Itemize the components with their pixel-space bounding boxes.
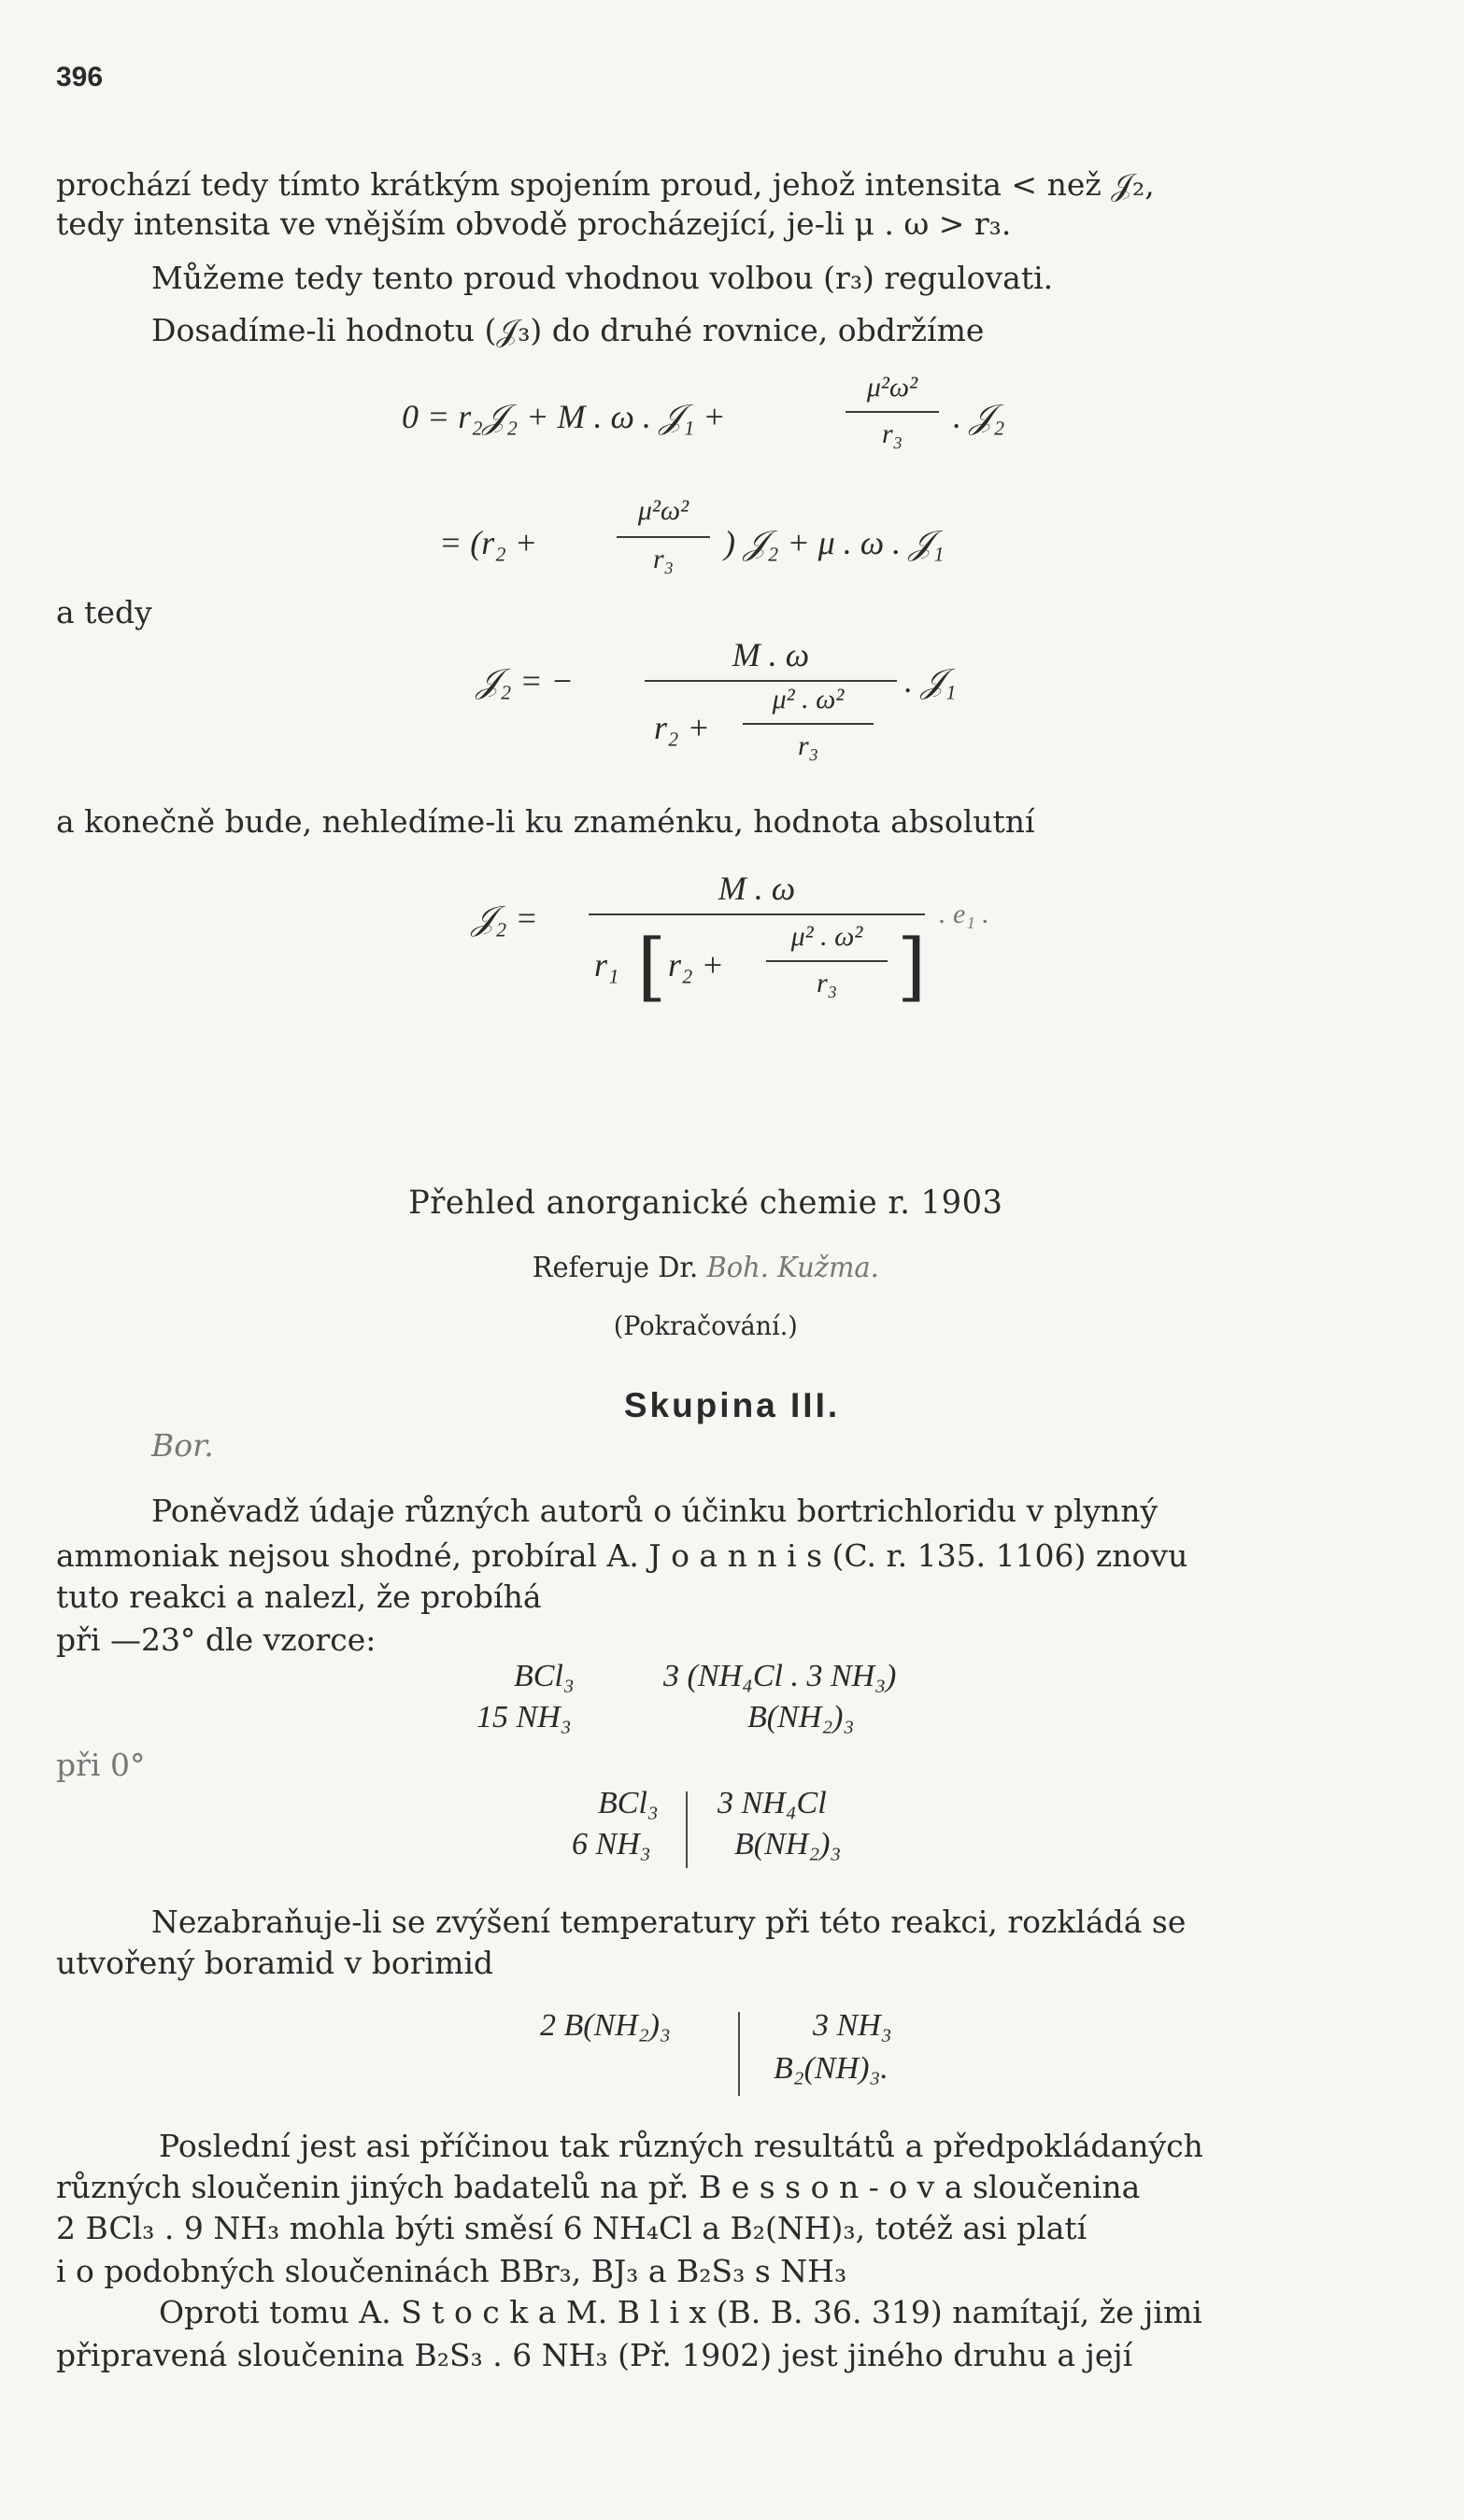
- eq4-lhs: 𝒥₂ =: [472, 899, 538, 937]
- eq3-tail: . 𝒥₁: [904, 662, 957, 700]
- element-heading: Bor.: [151, 1427, 214, 1464]
- eq1-lhs: 0 = r₂𝒥₂ + M . ω . 𝒥₁ +: [402, 398, 726, 435]
- para3-line-2: různých sloučenin jiných badatelů na př. B e s s o n - o v a sloučenina: [56, 2169, 1141, 2205]
- eq4-right-bracket: ]: [897, 923, 927, 1010]
- eq4-den-den: r₃: [816, 968, 838, 998]
- eq3-den-num: μ² . ω²: [772, 684, 845, 715]
- continuation-note: [0, 1306, 1412, 1347]
- intro-line-4: Dosadíme-li hodnotu (𝒥₃) do druhé rovnice, obdržíme: [151, 312, 985, 348]
- para3-line-3: 2 BCl₃ . 9 NH₃ mohla býti směsí 6 NH₄Cl a B₂(NH)₃, totéž asi platí: [56, 2210, 1087, 2246]
- eq3-den-den: r₃: [797, 730, 819, 761]
- eq1-frac-den: r₃: [881, 418, 903, 449]
- eq4-num: M . ω: [718, 870, 796, 907]
- para1-line-3: tuto reakci a nalezl, že probíhá: [56, 1579, 542, 1615]
- eq4-den-inner: r₂ +: [668, 946, 724, 984]
- eq1-frac-bar: [846, 411, 939, 413]
- para2-line-2: utvořený boramid v borimid: [56, 1945, 494, 1981]
- reaction3-divider: [738, 2012, 740, 2096]
- intro-line-1: prochází tedy tímto krátkým spojením proud, jehož intensita < než 𝒥₂,: [56, 166, 1155, 203]
- reaction2-l1: BCl₃: [598, 1786, 659, 1820]
- eq3-den-lead: r₂ +: [654, 709, 710, 746]
- eq4-den-lead: r₁: [594, 946, 619, 984]
- intro-line-3: Můžeme tedy tento proud vhodnou volbou (r₃) regulovati.: [151, 260, 1054, 296]
- eq1-frac-num: μ²ω²: [866, 372, 918, 403]
- reaction1-r1: 3 (NH₄Cl . 3 NH₃): [663, 1659, 897, 1693]
- reaction1-r2: B(NH₂)₃: [747, 1700, 855, 1734]
- section-title: [0, 1182, 1412, 1224]
- para3-line-4: i o podobných sloučeninách BBr₃, BJ₃ a B₂S₃ s NH₃: [56, 2253, 847, 2289]
- para1-line-1: Poněvadž údaje různých autorů o účinku bortrichloridu v plynný: [151, 1493, 1158, 1529]
- pri-0-label: při 0°: [56, 1747, 146, 1783]
- author-name: Boh. Kužma.: [706, 1252, 879, 1284]
- para1-line-2: ammoniak nejsou shodné, probíral A. J o a n n i s (C. r. 135. 1106) znovu: [56, 1537, 1188, 1574]
- eq2-tail: ) 𝒥₂ + μ . ω . 𝒥₁: [724, 524, 945, 561]
- eq2-lead: = (r₂ +: [439, 524, 538, 561]
- eq2-frac-num: μ²ω²: [637, 495, 689, 526]
- reaction1-l1: BCl₃: [514, 1659, 575, 1693]
- section-author: [0, 1248, 1412, 1289]
- reaction3-l1: 2 B(NH₂)₃: [540, 2008, 671, 2043]
- para3-line-5: Oproti tomu A. S t o c k a M. B l i x (B. B. 36. 319) namítají, že jimi: [159, 2294, 1202, 2330]
- eq3-frac-bar: [645, 680, 897, 682]
- eq2-frac-den: r₃: [652, 544, 675, 574]
- page-number: 396: [56, 62, 104, 92]
- intro-line-2: tedy intensita ve vnějším obvodě procházející, je-li μ . ω > r₃.: [56, 205, 1012, 242]
- eq4-den-bar: [766, 960, 888, 962]
- para1-line-4: při —23° dle vzorce:: [56, 1621, 377, 1658]
- group-title: [0, 1386, 1464, 1425]
- reaction3-r2: B₂(NH)₃.: [774, 2051, 888, 2086]
- continuation-text: (Pokračování.): [613, 1310, 798, 1341]
- section-title-text: Přehled anorganické chemie r. 1903: [408, 1184, 1003, 1222]
- reaction2-l2: 6 NH₃: [572, 1827, 651, 1862]
- author-prefix: Referuje Dr.: [532, 1252, 699, 1284]
- reaction2-divider: [686, 1791, 688, 1868]
- eq4-left-bracket: [: [637, 923, 667, 1010]
- eq3-den-bar: [743, 723, 874, 725]
- eq4-tail: . e₁ .: [939, 899, 989, 929]
- reaction1-l2: 15 NH₃: [476, 1700, 572, 1734]
- absolute-value-line: a konečně bude, nehledíme-li ku znaménku, hodnota absolutní: [56, 803, 1035, 840]
- reaction2-r1: 3 NH₄Cl: [718, 1786, 827, 1820]
- reaction2-r2: B(NH₂)₃: [734, 1827, 842, 1862]
- group-title-text: Skupina III.: [623, 1386, 841, 1424]
- para3-line-6: připravená sloučenina B₂S₃ . 6 NH₃ (Př. 1902) jest jiného druhu a její: [56, 2337, 1133, 2373]
- eq2-frac-bar: [617, 536, 710, 538]
- reaction3-r1: 3 NH₃: [813, 2008, 892, 2043]
- eq3-lhs: 𝒥₂ = −: [476, 662, 574, 700]
- eq4-den-num: μ² . ω²: [790, 921, 863, 952]
- eq1-tail: . 𝒥₂: [953, 398, 1005, 435]
- eq4-frac-bar: [589, 913, 925, 915]
- eq3-num: M . ω: [732, 636, 810, 673]
- para3-line-1: Poslední jest asi příčinou tak různých resultátů a předpokládaných: [159, 2128, 1203, 2164]
- a-tedy-label: a tedy: [56, 594, 152, 630]
- para2-line-1: Nezabraňuje-li se zvýšení temperatury při této reakci, rozkládá se: [151, 1904, 1187, 1940]
